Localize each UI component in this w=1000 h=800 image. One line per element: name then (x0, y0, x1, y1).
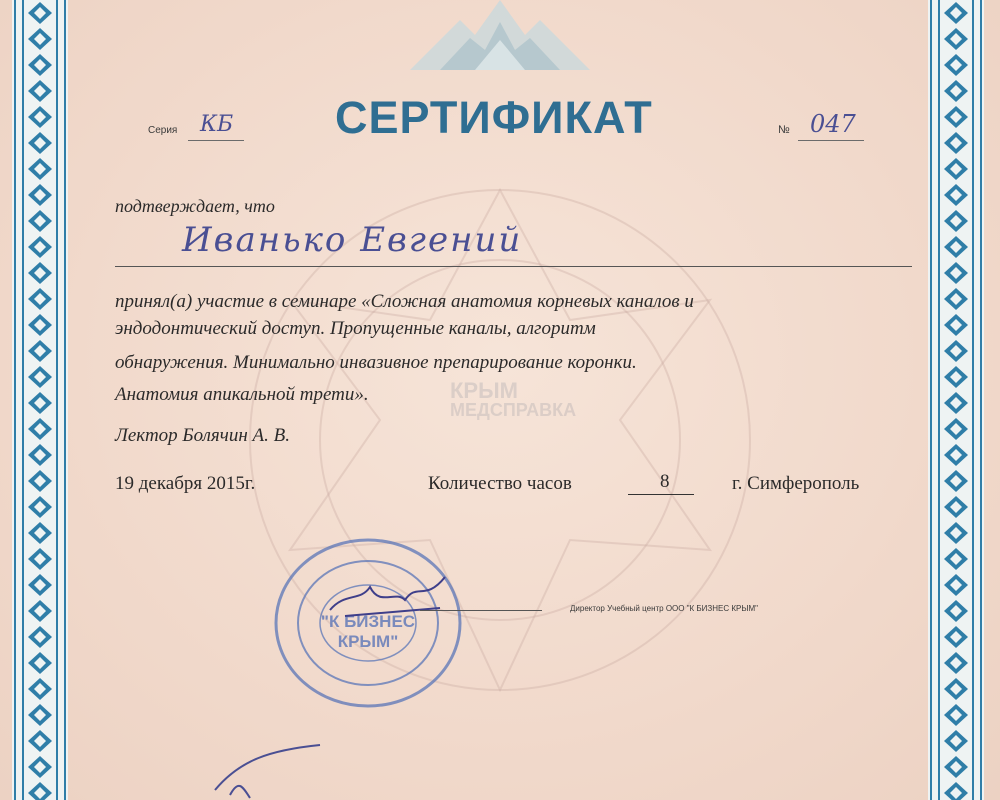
recipient-underline (115, 266, 912, 267)
hours-value: 8 (660, 471, 670, 492)
signature-line (420, 610, 542, 611)
body-line-2: эндодонтический доступ. Пропущенные каналы, алгоритм (115, 318, 596, 339)
series-value: КБ (200, 112, 234, 137)
left-ornamental-border (12, 0, 68, 800)
city-text: г. Симферополь (732, 473, 860, 494)
series-label: Серия (148, 125, 178, 136)
body-line-4: Анатомия апикальной трети». (115, 384, 369, 405)
stamp-line-2: КРЫМ" (337, 632, 399, 651)
body-line-1: принял(а) участие в семинаре «Сложная анатомия корневых каналов и (115, 291, 694, 312)
number-label: № (778, 124, 790, 136)
series-underline (188, 140, 244, 141)
right-ornamental-border (928, 0, 984, 800)
director-text: Директор Учебный центр ООО "К БИЗНЕС КРЫМ" (570, 604, 758, 613)
watermark-line-1: КРЫМ (450, 378, 518, 403)
hours-label: Количество часов (428, 473, 572, 494)
lecturer-text: Лектор Болячин А. В. (115, 425, 290, 446)
mountain-emblem-icon (400, 0, 600, 75)
director-signature-icon (325, 572, 455, 627)
confirms-text: подтверждает, что (115, 196, 275, 216)
number-value: 047 (810, 110, 856, 138)
certificate-title: СЕРТИФИКАТ (335, 92, 653, 143)
stamp-line-1: "К БИЗНЕС (320, 612, 416, 631)
bottom-signature-icon (210, 740, 350, 800)
number-underline (798, 140, 864, 141)
recipient-name: Иванько Евгений (182, 220, 523, 260)
watermark-line-2: МЕДСПРАВКА (450, 400, 577, 420)
hours-underline (628, 494, 694, 495)
body-line-3: обнаружения. Минимально инвазивное препарирование коронки. (115, 352, 637, 373)
date-text: 19 декабря 2015г. (115, 473, 256, 494)
